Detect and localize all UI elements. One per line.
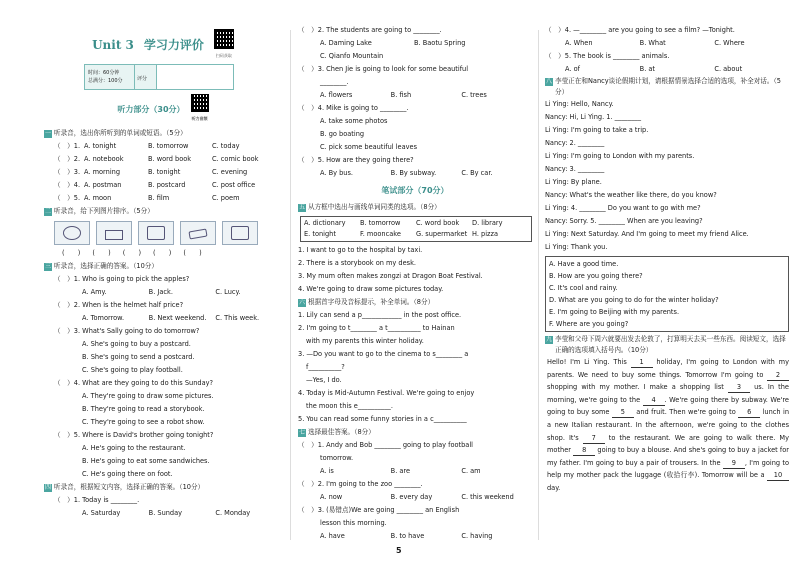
fill-in-line[interactable]: 1. Lily can send a p____________ in the post office. bbox=[298, 311, 462, 319]
section-title: 听录音，选择正确的答案。（10分） bbox=[54, 262, 158, 270]
question-continued: lesson this morning. bbox=[320, 519, 387, 527]
question[interactable]: （ ）5. How are they going there? bbox=[298, 156, 414, 164]
option-a: A. Daming Lake bbox=[320, 39, 372, 47]
dialog-option: B. How are you going there? bbox=[549, 272, 643, 280]
dialog-line: Nancy: What's the weather like there, do you know? bbox=[545, 191, 717, 199]
item-number: （ ）1. bbox=[54, 142, 81, 150]
passage-blank[interactable]: 7 bbox=[583, 434, 605, 444]
options bbox=[44, 312, 282, 325]
option-a: A. morning bbox=[84, 168, 121, 176]
reading-passage: Hello! I'm Li Ying. This 1 holiday, I'm going to London with my parents. We need to buy some things. Tomorrow I'm going to 2 shopping with my mother. I make a shopping list 3 us. In the morning, we're going to the 4 . We're going there by subway. We're going to buy some 5 and fruit. Then we're going to 6 lunch in a new Italian restaurant. In the afternoon, we're going to the clothes shop. It's 7 to the restaurant. We are going to walk there. My mother 8 going to buy a blouse. And she's going to buy a jacket for my father. I'm going to buy a pair of trousers. In the 9 , I'm going to help my mother pack the luggage (收拾行李). Tomorrow will be a 10 day. bbox=[547, 358, 790, 492]
listening-heading bbox=[44, 94, 282, 125]
qr-code-icon bbox=[191, 94, 209, 112]
section-title: 李莹和父母下周六就要出发去伦敦了，打算明天去买一些东西。阅读短文，选择正确的选项填入括号内。（10分） bbox=[555, 335, 786, 354]
option-b: B. Jack. bbox=[148, 288, 173, 296]
fill-in-line[interactable]: f__________? bbox=[306, 363, 345, 371]
section-title: 听录音，给下列图片排序。（5分） bbox=[54, 207, 154, 215]
fill-in-line[interactable]: 2. I'm going to t________ a t__________ to Hainan bbox=[298, 324, 455, 332]
section-title: 听录音，根据短文内容，选择正确的答案。（10分） bbox=[54, 483, 205, 491]
list-item[interactable] bbox=[44, 140, 282, 153]
word-option: E. tonight bbox=[304, 230, 336, 238]
section-9-heading bbox=[545, 334, 789, 356]
options bbox=[298, 491, 532, 504]
listening-qr-label: 听力音频 bbox=[191, 116, 208, 121]
option-a: A. have bbox=[320, 532, 345, 540]
question[interactable]: （ ）5. The book is ________ animals. bbox=[545, 52, 670, 60]
sentence[interactable]: 1. I want to go to the hospital by taxi. bbox=[298, 246, 423, 254]
dialog-line[interactable]: Nancy: 2. ________ bbox=[545, 139, 605, 147]
item-number: （ ）4. bbox=[54, 181, 81, 189]
qr-label: 扫码获取 bbox=[215, 52, 232, 58]
dialog-option: A. Have a good time. bbox=[549, 260, 619, 268]
option-c: C. am bbox=[461, 467, 481, 475]
unit-label: Unit 3 bbox=[92, 37, 134, 52]
word-option: H. pizza bbox=[472, 230, 499, 238]
dialog bbox=[545, 98, 789, 254]
option-c: C. this weekend bbox=[461, 493, 514, 501]
option-c: C. They're going to see a robot show. bbox=[82, 418, 205, 426]
passage-blank[interactable]: 5 bbox=[612, 408, 634, 418]
section-title: 选择最佳答案。（8分） bbox=[308, 428, 375, 436]
dialog-option: F. Where are you going? bbox=[549, 320, 629, 328]
passage-blank[interactable]: 3 bbox=[728, 383, 750, 393]
option-c: C. pick some beautiful leaves bbox=[320, 143, 418, 151]
qr-code[interactable] bbox=[214, 29, 234, 62]
option-a: A. When bbox=[565, 39, 593, 47]
option-c: C. post office bbox=[212, 181, 256, 189]
options bbox=[298, 530, 532, 543]
option-a: A. of bbox=[565, 65, 580, 73]
question[interactable]: （ ）4. Mike is going to ________. bbox=[298, 104, 409, 112]
score-label: 评分 bbox=[135, 65, 157, 89]
options bbox=[545, 37, 789, 50]
option-b: B. They're going to read a storybook. bbox=[82, 405, 205, 413]
fill-in-line: with my parents this winter holiday. bbox=[306, 337, 424, 345]
section-title: 听录音，选出你所听到的单词或短语。（5分） bbox=[54, 129, 187, 137]
option-a: A. is bbox=[320, 467, 334, 475]
question[interactable]: （ ）1. Today is ________. bbox=[54, 496, 140, 504]
option-b: B. What bbox=[639, 39, 666, 47]
option-c: C. Where bbox=[714, 39, 745, 47]
option-c: C. This week. bbox=[215, 314, 260, 322]
word-option: A. dictionary bbox=[304, 219, 346, 227]
option-b: B. at bbox=[639, 65, 656, 73]
column-divider bbox=[538, 30, 539, 540]
option-c: C. Monday bbox=[215, 509, 251, 517]
option-a: A. notebook bbox=[84, 155, 124, 163]
option-b: B. fish bbox=[390, 91, 412, 99]
option-c: C. having bbox=[461, 532, 493, 540]
question[interactable]: （ ）4. What are they going to do this Sunday? bbox=[54, 379, 214, 387]
dialog-option: E. I'm going to Beijing with my parents. bbox=[549, 308, 680, 316]
section-1-items bbox=[44, 140, 282, 205]
word-option: C. word book bbox=[416, 219, 460, 227]
option-c: C. about bbox=[714, 65, 743, 73]
written-title: 笔试部分（70分） bbox=[381, 186, 449, 195]
fill-in-line: —Yes, I do. bbox=[306, 376, 342, 384]
left-column bbox=[44, 24, 282, 520]
question[interactable]: （ ）1. Who is going to pick the apples? bbox=[54, 275, 190, 283]
fill-in-line[interactable]: 5. You can read some funny stories in a c__________ bbox=[298, 415, 467, 423]
dialog-line[interactable]: Nancy: 3. ________ bbox=[545, 165, 605, 173]
section-number: 九 bbox=[545, 336, 552, 343]
picture-children-icon bbox=[54, 221, 90, 245]
written-heading bbox=[298, 184, 532, 197]
section-number: 六 bbox=[298, 298, 305, 306]
list-item[interactable] bbox=[44, 153, 282, 166]
options bbox=[44, 286, 282, 299]
option-a: A. Saturday bbox=[82, 509, 121, 517]
full-score: 总满分：100分 bbox=[88, 78, 123, 84]
picture-house-icon bbox=[180, 221, 216, 245]
listening-title: 听力部分（30分） bbox=[117, 105, 185, 114]
passage-blank[interactable]: 10 bbox=[767, 471, 789, 481]
section-number: 八 bbox=[545, 78, 552, 85]
list-item[interactable] bbox=[44, 166, 282, 179]
column-divider bbox=[290, 30, 291, 540]
section-number: 一 bbox=[44, 129, 51, 137]
word-option: B. tomorrow bbox=[360, 219, 401, 227]
passage-blank[interactable]: 9 bbox=[723, 459, 745, 469]
question[interactable]: （ ）4. —________ are you going to see a film? —Tonight. bbox=[545, 26, 735, 34]
section-number: 二 bbox=[44, 207, 51, 215]
dialog-line[interactable]: Nancy: Sorry. 5. ________ When are you leaving? bbox=[545, 217, 703, 225]
unit-header bbox=[44, 34, 282, 56]
section-number: 五 bbox=[298, 203, 305, 211]
question-continued: tomorrow. bbox=[320, 454, 354, 462]
sentence[interactable]: 4. We're going to draw some pictures today. bbox=[298, 285, 444, 293]
fill-in-line[interactable]: 4. Today is Mid-Autumn Festival. We're going to enjoy bbox=[298, 389, 475, 397]
options bbox=[545, 63, 789, 76]
option-b: B. every day bbox=[390, 493, 433, 501]
option-b: B. Baotu Spring bbox=[414, 39, 466, 47]
options bbox=[298, 37, 532, 50]
option-b: B. to have bbox=[390, 532, 425, 540]
middle-column bbox=[298, 24, 532, 543]
section-3-heading bbox=[44, 260, 282, 273]
fill-in-line[interactable]: the moon this e__________. bbox=[306, 402, 393, 410]
passage-blank[interactable]: 6 bbox=[738, 408, 760, 418]
option-a: A. She's going to buy a postcard. bbox=[82, 340, 191, 348]
question[interactable]: （ ）5. Where is David's brother going tonight? bbox=[54, 431, 214, 439]
picture-shop-icon bbox=[96, 221, 132, 245]
dialog-line: Li Ying: Hello, Nancy. bbox=[545, 100, 614, 108]
passage-blank[interactable]: 2 bbox=[767, 371, 789, 381]
option-c: C. Qianfo Mountain bbox=[320, 52, 384, 60]
option-a: A. By bus. bbox=[320, 169, 354, 177]
score-field[interactable] bbox=[157, 65, 233, 89]
section-1-heading bbox=[44, 127, 282, 140]
section-number: 四 bbox=[44, 483, 51, 491]
question[interactable]: （ ）3. (易错点)We are going ________ an English bbox=[298, 506, 460, 514]
picture-ticket-icon bbox=[222, 221, 258, 245]
dialog-line: Li Ying: I'm going to London with my parents. bbox=[545, 152, 695, 160]
answer-blank[interactable]: ( ) bbox=[153, 249, 172, 257]
option-b: B. word book bbox=[148, 155, 192, 163]
word-option: G. supermarket bbox=[416, 230, 468, 238]
option-b: B. tomorrow bbox=[148, 142, 189, 150]
answer-blank[interactable]: ( ) bbox=[92, 249, 111, 257]
passage-blank[interactable]: 8 bbox=[573, 446, 595, 456]
dialog-line: Li Ying: Next Saturday. And I'm going to meet my friend Alice. bbox=[545, 230, 749, 238]
question-continued: ________. bbox=[320, 78, 349, 86]
list-item[interactable] bbox=[44, 179, 282, 192]
item-number: （ ）2. bbox=[54, 155, 81, 163]
option-b: B. Sunday bbox=[148, 509, 183, 517]
answer-blank[interactable]: ( ) bbox=[183, 249, 202, 257]
dialog-line: Li Ying: By plane. bbox=[545, 178, 602, 186]
question[interactable]: （ ）2. When is the helmet half price? bbox=[54, 301, 184, 309]
section-number: 三 bbox=[44, 262, 51, 270]
page-number: 5 bbox=[396, 546, 402, 555]
option-b: B. tonight bbox=[148, 168, 181, 176]
listening-qr[interactable] bbox=[191, 94, 209, 125]
option-c: C. evening bbox=[212, 168, 248, 176]
option-b: B. He's going to eat some sandwiches. bbox=[82, 457, 210, 465]
dialog-line[interactable]: Nancy: Hi, Li Ying. 1. ________ bbox=[545, 113, 642, 121]
option-c: C. poem bbox=[212, 194, 240, 202]
question[interactable]: （ ）3. What's Sally going to do tomorrow? bbox=[54, 327, 200, 335]
option-c: C. comic book bbox=[212, 155, 259, 163]
option-a: A. moon bbox=[84, 194, 112, 202]
option-b: B. Next weekend. bbox=[148, 314, 207, 322]
option-a: A. take some photos bbox=[320, 117, 388, 125]
picture-row bbox=[54, 221, 282, 245]
option-b: B. go boating bbox=[320, 130, 365, 138]
option-c: C. He's going there on foot. bbox=[82, 470, 173, 478]
passage-blank[interactable]: 4 bbox=[643, 396, 665, 406]
dialog-line[interactable]: Li Ying: 4. ________ Do you want to go with me? bbox=[545, 204, 701, 212]
answer-blank[interactable]: ( ) bbox=[122, 249, 142, 257]
option-c: C. trees bbox=[461, 91, 487, 99]
option-b: B. film bbox=[148, 194, 170, 202]
option-a: A. now bbox=[320, 493, 343, 501]
option-b: B. are bbox=[390, 467, 411, 475]
option-a: A. flowers bbox=[320, 91, 353, 99]
page-title: 学习力评价 bbox=[143, 37, 204, 52]
list-item[interactable] bbox=[44, 192, 282, 205]
question[interactable]: （ ）3. Chen Jie is going to look for some beautiful bbox=[298, 65, 469, 73]
options bbox=[44, 507, 282, 520]
fill-in-line[interactable]: 3. —Do you want to go to the cinema to s________ a bbox=[298, 350, 469, 358]
section-title: 李莹正在和Nancy谈论假期计划，请根据情景选择合适的选项，补全对话。（5分） bbox=[555, 77, 781, 96]
option-a: A. He's going to the restaurant. bbox=[82, 444, 186, 452]
score-box bbox=[84, 64, 234, 90]
option-a: A. Amy. bbox=[82, 288, 107, 296]
section-7-heading bbox=[298, 426, 532, 439]
options bbox=[298, 167, 532, 180]
option-a: A. Tomorrow. bbox=[82, 314, 125, 322]
dialog-option: D. What are you going to do for the winter holiday? bbox=[549, 296, 719, 304]
item-number: （ ）3. bbox=[54, 168, 81, 176]
option-b: B. She's going to send a postcard. bbox=[82, 353, 195, 361]
question[interactable]: （ ）2. The students are going to ________. bbox=[298, 26, 442, 34]
sentence[interactable]: 2. There is a storybook on my desk. bbox=[298, 259, 417, 267]
dialog-line: Li Ying: Thank you. bbox=[545, 243, 608, 251]
section-8-heading bbox=[545, 76, 789, 98]
options-box bbox=[545, 256, 789, 332]
question[interactable]: （ ）1. Andy and Bob ________ going to play football bbox=[298, 441, 474, 449]
option-a: A. They're going to draw some pictures. bbox=[82, 392, 214, 400]
dialog-line: Li Ying: I'm going to take a trip. bbox=[545, 126, 649, 134]
section-2-heading bbox=[44, 205, 282, 218]
item-number: （ ）5. bbox=[54, 194, 81, 202]
options bbox=[298, 89, 532, 102]
dialog-option: C. It's cool and rainy. bbox=[549, 284, 618, 292]
section-title: 从方框中选出与画线单词同类的选项。（8分） bbox=[308, 203, 441, 211]
section-title: 根据首字母及音标提示，补全单词。（8分） bbox=[308, 298, 435, 306]
picture-building-icon bbox=[138, 221, 174, 245]
option-c: C. By car. bbox=[461, 169, 493, 177]
passage-blank[interactable]: 1 bbox=[631, 358, 653, 368]
right-column bbox=[545, 24, 789, 495]
option-a: A. postman bbox=[84, 181, 122, 189]
word-box bbox=[300, 216, 532, 242]
sentence[interactable]: 3. My mum often makes zongzi at Dragon Boat Festival. bbox=[298, 272, 483, 280]
option-b: B. By subway. bbox=[390, 169, 437, 177]
option-c: C. today bbox=[212, 142, 240, 150]
qr-code-icon bbox=[214, 29, 234, 49]
options bbox=[298, 465, 532, 478]
option-c: C. She's going to play football. bbox=[82, 366, 183, 374]
word-option: F. mooncake bbox=[360, 230, 401, 238]
section-5-heading bbox=[298, 201, 532, 214]
section-6-heading bbox=[298, 296, 532, 309]
order-blanks bbox=[44, 247, 282, 260]
section-4-heading bbox=[44, 481, 282, 494]
word-option: D. library bbox=[472, 219, 503, 227]
section-number: 七 bbox=[298, 428, 305, 436]
answer-blank[interactable]: ( ) bbox=[62, 249, 81, 257]
option-a: A. tonight bbox=[84, 142, 117, 150]
option-c: C. Lucy. bbox=[215, 288, 241, 296]
question[interactable]: （ ）2. I'm going to the zoo ________. bbox=[298, 480, 423, 488]
time-limit: 时间：60分钟 bbox=[88, 70, 120, 76]
option-b: B. postcard bbox=[148, 181, 186, 189]
